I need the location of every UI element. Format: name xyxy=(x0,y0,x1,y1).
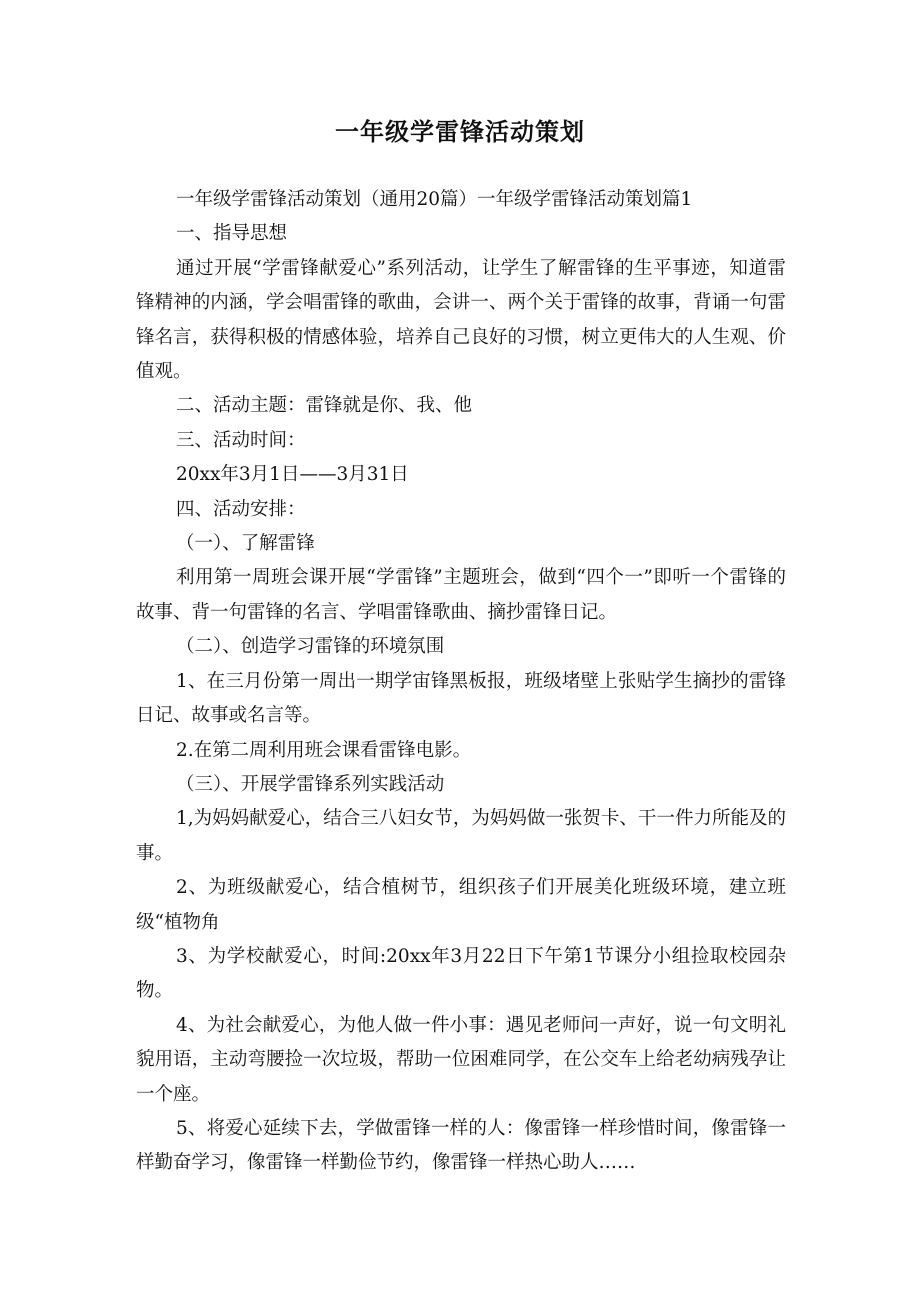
list-item: 1、在三月份第一周出一期学宙锋黑板报，班级堵壁上张贴学生摘抄的雷锋日记、故事或名言等。 xyxy=(136,670,786,727)
section-heading-theme: 二、活动主题：雷锋就是你、我、他 xyxy=(176,395,473,417)
list-item: 3、为学校献爱心，时间:20xx年3月22日下午第1节课分小组捡取校园杂物。 xyxy=(136,945,786,1002)
list-item: 2.在第二周利用班会课看雷锋电影。 xyxy=(176,739,472,761)
section-heading-time: 三、活动时间： xyxy=(176,429,306,451)
body-paragraph: 通过开展“学雷锋献爱心”系列活动，让学生了解雷锋的生平事迹，知道雷锋精神的内涵，学会唱雷锋的歌曲，会讲一、两个关于雷锋的故事，背诵一句雷锋名言，获得积极的情感体验，培养自己良好的习惯，树立更伟大的人生观、价值观。 xyxy=(136,257,786,383)
subsection-heading-1: （一）、了解雷锋 xyxy=(176,533,315,555)
list-item: 5、将爱心延续下去，学做雷锋一样的人：像雷锋一样珍惜时间，像雷锋一样勤奋学习，像雷锋一样勤俭节约，像雷锋一样热心助人…… xyxy=(136,1117,786,1174)
document-body xyxy=(136,183,786,1181)
subsection-heading-2: （二）、创造学习雷锋的环境氛围 xyxy=(176,636,445,658)
activity-date-range: 20xx年3月1日——3月31日 xyxy=(176,464,409,486)
subtitle-paragraph: 一年级学雷锋活动策划（通用20篇）一年级学雷锋活动策划篇1 xyxy=(176,189,693,210)
list-item: 1,为妈妈献爱心，结合三八妇女节，为妈妈做一张贺卡、干一件力所能及的事。 xyxy=(136,808,786,864)
section-heading-guiding-thought: 一、指导思想 xyxy=(176,223,288,245)
section-heading-arrangement: 四、活动安排： xyxy=(176,498,306,520)
list-item: 4、为社会献爱心，为他人做一件小事：遇见老师问一声好，说一句文明礼貌用语，主动弯腰捡一次垃圾，帮助一位困难同学，在公交车上给老幼病残孕让一个座。 xyxy=(136,1014,786,1105)
subsection-heading-3: （三）、开展学雷锋系列实践活动 xyxy=(176,773,445,795)
document-title: 一年级学雷锋活动策划 xyxy=(335,118,585,146)
body-paragraph: 利用第一周班会课开展“学雷锋”主题班会，做到“四个一”即听一个雷锋的故事、背一句雷锋的名言、学唱雷锋歌曲、摘抄雷锋日记。 xyxy=(136,567,786,623)
list-item: 2、为班级献爱心，结合植树节，组织孩子们开展美化班级环境，建立班级“植物角 xyxy=(136,877,786,933)
